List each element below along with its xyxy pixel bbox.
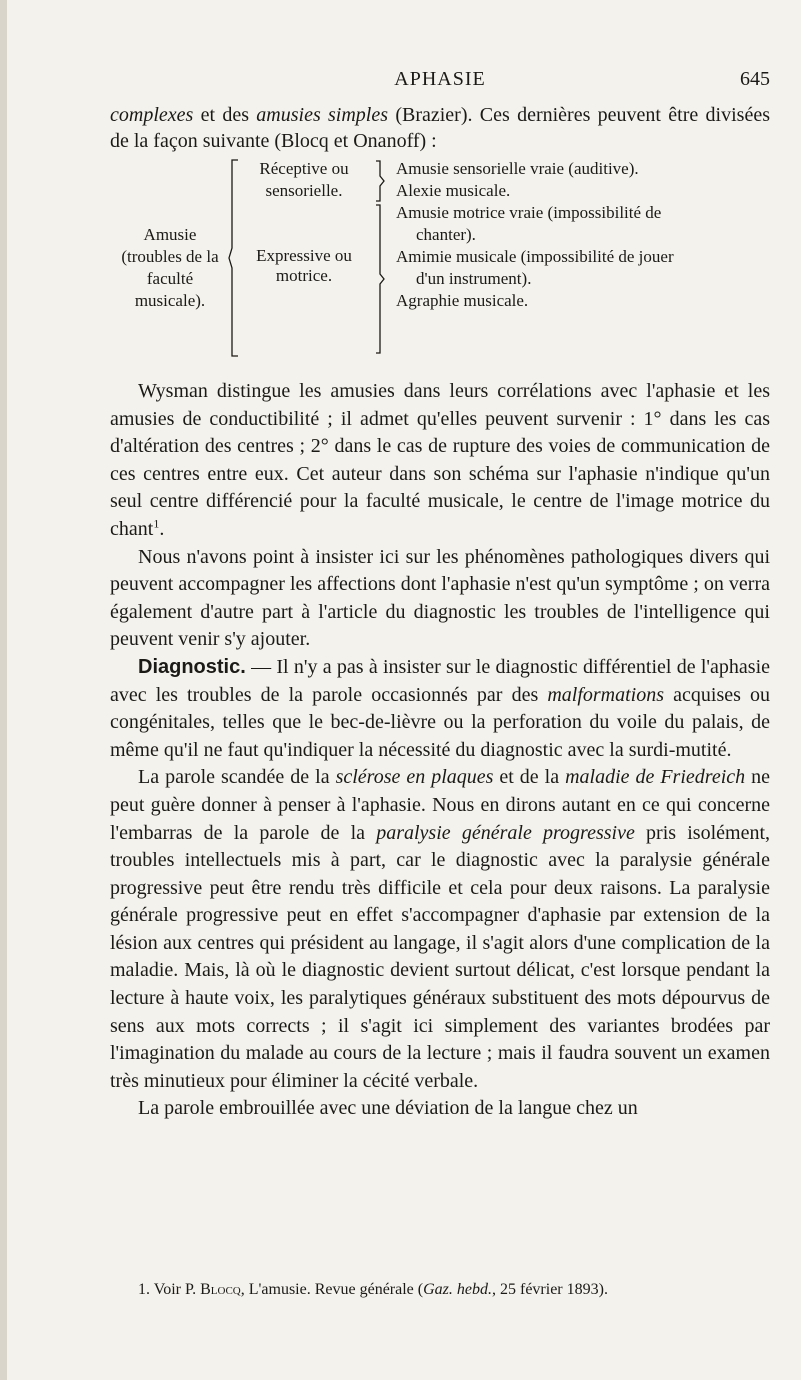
running-header: [110, 68, 770, 96]
footnote-text-c: , 25 février 1893).: [491, 1281, 608, 1298]
amusie-types-list: [396, 158, 788, 312]
footnote-journal: Gaz. hebd.: [423, 1281, 492, 1298]
amusie-line-3: faculté musicale).: [134, 269, 206, 310]
paragraph-parole-embrouillee: La parole embrouillée avec une déviation de la langue chez un: [138, 1097, 638, 1120]
amusie-motrice-line-2: chanter).: [416, 225, 476, 244]
type-amusie-motrice: [396, 202, 788, 246]
intro-text-4: (Brazier). Ces dernières peuvent être divisées de la façon suivante (Blocq et Onanoff) :: [110, 104, 770, 152]
page-number: 645: [740, 68, 770, 90]
p3-em: malformations: [547, 683, 665, 706]
p3-text-a: — Il n'y a pas à insister sur le diagnostic différentiel de l'aphasie avec les troubles de la parole occasionnés par des: [110, 655, 770, 706]
type-amimie-musicale: [396, 246, 788, 290]
brace-receptive: [372, 158, 388, 204]
p4-text-c: ne peut guère donner à penser à l'aphasie. Nous en dirons autant en ce qui concerne l'embarras de la parole de la: [110, 766, 770, 844]
p4-em-1: sclérose en plaques: [335, 766, 494, 789]
receptive-line-1: Réceptive ou: [259, 159, 349, 178]
receptive-label: [240, 158, 368, 202]
paragraph-parole-scandee: [110, 764, 770, 1095]
page-edge-shadow: [0, 0, 7, 1380]
footnote-text-a: 1. Voir P.: [138, 1281, 201, 1298]
expressive-line-1: Expressive ou: [256, 246, 352, 265]
p4-text-d: pris isolément, troubles intellectuels mis à part, car le diagnostic avec la paralysie générale progressive peut être rendu très difficile et cela pour deux raisons. La paralysie générale progressive peut en effet s'accompagner d'aphasie par extension de la lésion aux centres qui président au langage, il s'agit alors d'une complication de la maladie. Mais, là où le diagnostic devient surtout délicat, c'est lorsque pendant la lecture à haute voix, les paralytiques généraux substituent des mots dépourvus de sens aux mots corrects ; il s'agit ici simplement des variantes brodées par l'imagination du malade au cours de la lecture ; mais il faudra souvent un examen très minutieux pour éliminer la cécité verbale.: [110, 821, 771, 1092]
paragraph-phenomenes: Nous n'avons point à insister ici sur les phénomènes pathologiques divers qui peuvent accompagner les affections dont l'aphasie n'est qu'un symptôme ; on verra également d'autre part à l'article du diagnostic les troubles de l'intelligence qui peuvent venir s'y ajouter.: [110, 545, 770, 651]
footnote-ref: 1: [153, 516, 160, 531]
amusie-line-1: Amusie: [143, 225, 197, 244]
type-alexie-musicale: Alexie musicale.: [396, 181, 511, 200]
intro-text-2: et des: [193, 104, 257, 126]
amusie-motrice-line-1: Amusie motrice vraie (impossibilité de: [396, 203, 662, 222]
receptive-line-2: sensorielle.: [265, 181, 343, 200]
p3-text-b: acquises ou congénitales, telles que le bec-de-lièvre ou la perforation du voile du palais, de même qu'il ne faut qu'indiquer la nécessité du diagnostic avec la surdi-mutité.: [110, 683, 770, 761]
amimie-line-2: d'un instrument).: [416, 269, 532, 288]
p4-text-a: La parole scandée de la: [138, 766, 336, 789]
p4-em-2: maladie de Friedreich: [565, 766, 746, 789]
intro-em-2: amusies simples: [256, 104, 389, 126]
intro-em-1: complexes: [110, 104, 194, 126]
classification-table: [110, 158, 790, 358]
footnote-author: Blocq: [200, 1281, 241, 1298]
amusie-line-2: (troubles de la: [121, 247, 219, 266]
expressive-label: [240, 246, 368, 286]
footnote: [110, 1280, 770, 1300]
p1-text: Wysman distingue les amusies dans leurs corrélations avec l'aphasie et les amusies de conductibilité ; il admet qu'elles peuvent survenir : 1° dans les cas d'altération des centres ; 2° dans le cas de rupture des voies de communication de ces centres entre eux. Cet auteur dans son schéma sur l'aphasie n'indique qu'un seul centre différencié pour la faculté musicale, le centre de l'image motrice du chant: [110, 380, 770, 540]
body-text: [110, 378, 770, 1123]
p1-end: .: [159, 517, 165, 540]
intro-paragraph: [110, 102, 770, 154]
diagnostic-heading: Diagnostic.: [138, 655, 246, 678]
amusie-label: [110, 224, 230, 312]
type-agraphie-musicale: Agraphie musicale.: [396, 291, 529, 310]
paragraph-wysman: [110, 378, 770, 544]
p4-em-3: paralysie générale progressive: [376, 821, 635, 844]
brace-expressive: [372, 202, 388, 356]
type-amusie-sensorielle: Amusie sensorielle vraie (auditive).: [396, 159, 639, 178]
paragraph-diagnostic: [110, 654, 770, 764]
p4-text-b: et de la: [493, 766, 566, 789]
amimie-line-1: Amimie musicale (impossibilité de jouer: [396, 247, 674, 266]
footnote-text-b: , L'amusie. Revue générale (: [240, 1281, 424, 1298]
header-title: APHASIE: [394, 68, 486, 90]
expressive-line-2: motrice.: [275, 266, 333, 285]
